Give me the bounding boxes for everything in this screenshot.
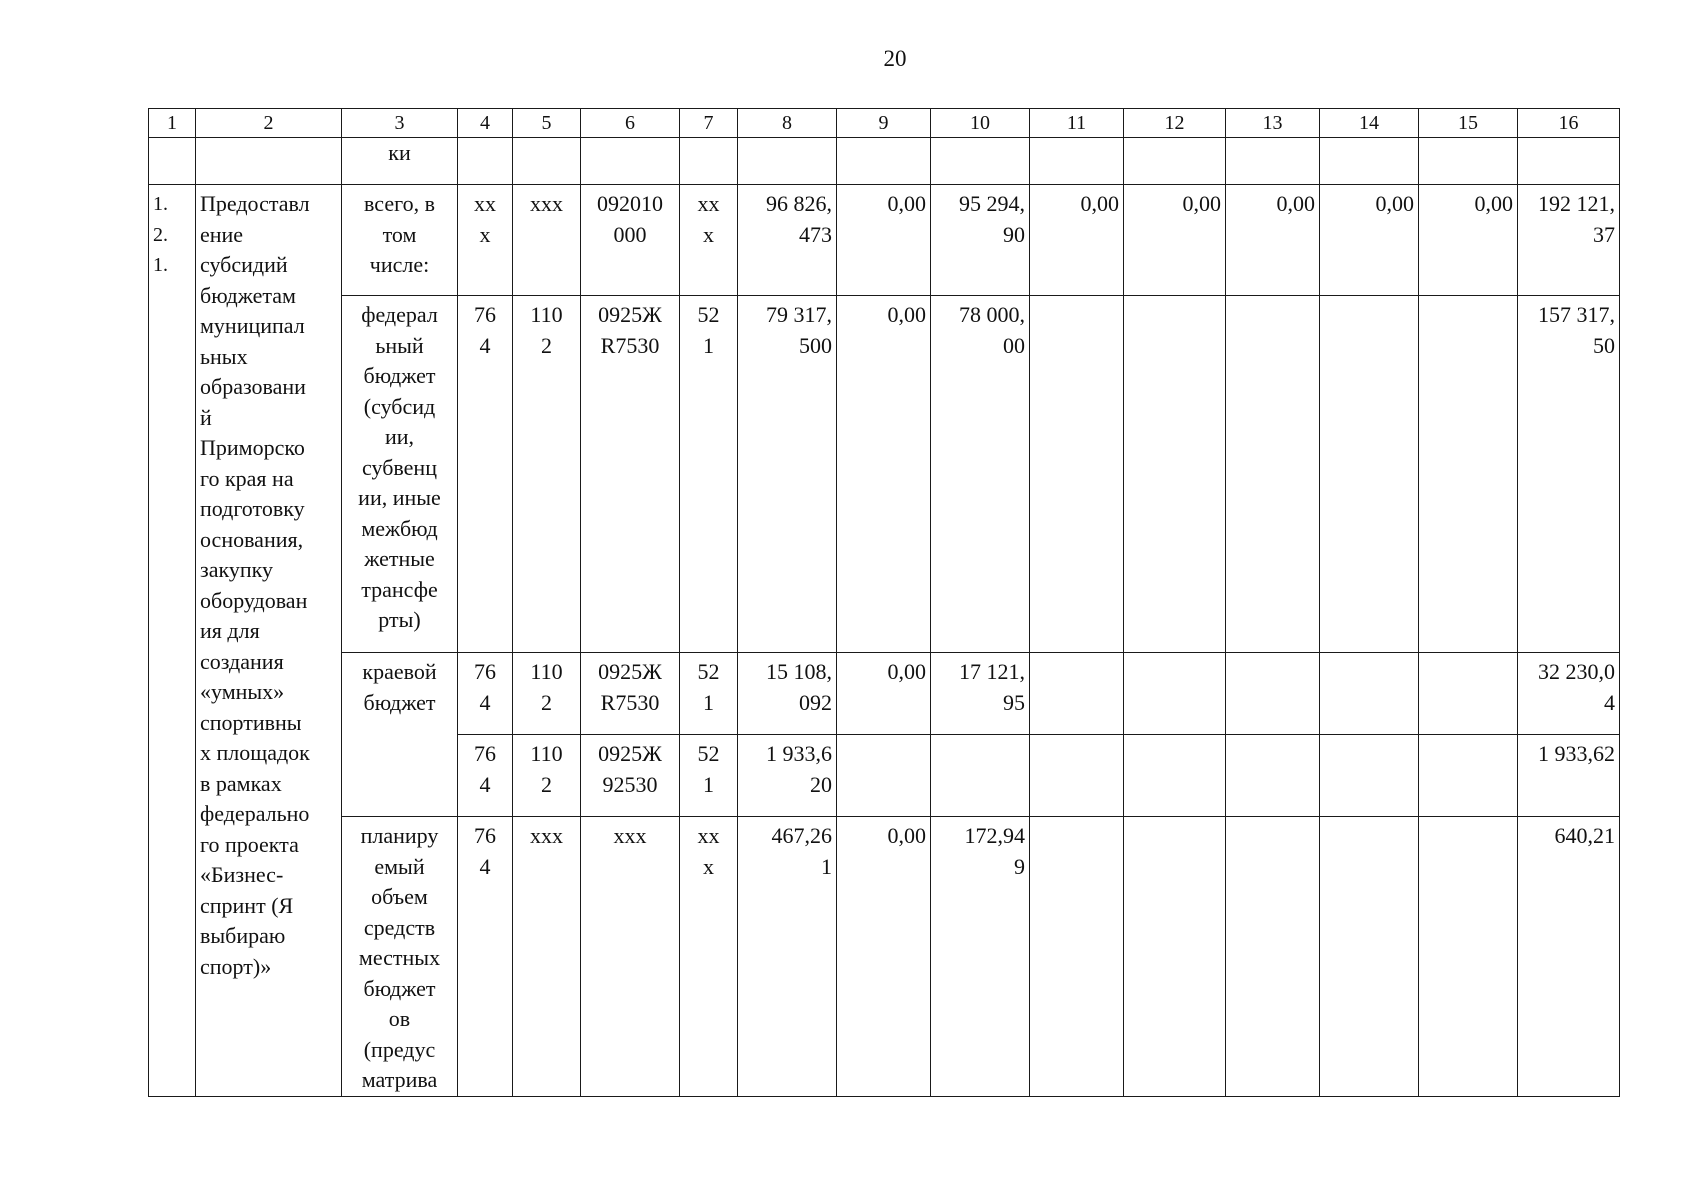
cell-c13 [1226,735,1320,817]
table-cell [513,138,581,185]
column-number: 16 [1518,109,1620,138]
cell-c13 [1226,817,1320,1097]
cell-c11 [1030,653,1124,735]
table-row-local [149,817,1620,1097]
column-number: 9 [837,109,931,138]
cell-c14 [1320,735,1419,817]
cell-c7: хх х [680,817,738,1097]
cell-c11 [1030,735,1124,817]
cell-c16: 32 230,0 4 [1518,653,1620,735]
item-number: 1. 2. 1. [149,185,196,1097]
column-number: 14 [1320,109,1419,138]
cell-c7: хх х [680,185,738,296]
cell-c10: 17 121, 95 [931,653,1030,735]
cell-c12 [1124,735,1226,817]
table-row-federal [149,296,1620,653]
table-cell [1320,138,1419,185]
cell-c4: хх х [458,185,513,296]
cell-c6: 0925Ж R7530 [581,653,680,735]
cell-c10: 78 000, 00 [931,296,1030,653]
column-number: 7 [680,109,738,138]
column-number-row [149,109,1620,138]
cell-c8: 96 826, 473 [738,185,837,296]
budget-table [148,108,1620,1097]
cell-c13: 0,00 [1226,185,1320,296]
column-number: 2 [196,109,342,138]
cell-c5: 110 2 [513,296,581,653]
cell-c5: 110 2 [513,735,581,817]
table-cell [837,138,931,185]
cell-c6: ххх [581,817,680,1097]
cell-c12 [1124,817,1226,1097]
cell-c11 [1030,296,1124,653]
table-cell [1226,138,1320,185]
table-cell [458,138,513,185]
cell-c9: 0,00 [837,185,931,296]
cell-c12 [1124,653,1226,735]
column-number: 1 [149,109,196,138]
cell-c9: 0,00 [837,653,931,735]
column-number: 11 [1030,109,1124,138]
cell-c10 [931,735,1030,817]
cell-c7: 52 1 [680,296,738,653]
table-row-regional [149,653,1620,735]
table-cell [1419,138,1518,185]
cell-c5: ххх [513,185,581,296]
cell-c7: 52 1 [680,735,738,817]
cell-c7: 52 1 [680,653,738,735]
cell-c14: 0,00 [1320,185,1419,296]
cell-c9: 0,00 [837,296,931,653]
table-cell [738,138,837,185]
continuation-row [149,138,1620,185]
column-number: 5 [513,109,581,138]
cell-c5: ххх [513,817,581,1097]
cell-c6: 0925Ж R7530 [581,296,680,653]
table-cell [1518,138,1620,185]
cell-c4: 76 4 [458,735,513,817]
cell-c11 [1030,817,1124,1097]
column-number: 8 [738,109,837,138]
cell-c12: 0,00 [1124,185,1226,296]
cell-c13 [1226,653,1320,735]
cell-c15 [1419,735,1518,817]
table-cell [1124,138,1226,185]
cell-c14 [1320,653,1419,735]
source-label: всего, в том числе: [342,185,458,296]
cell-c8: 467,26 1 [738,817,837,1097]
table-cell [196,138,342,185]
cell-c15 [1419,817,1518,1097]
cell-c8: 1 933,6 20 [738,735,837,817]
cell-c15 [1419,296,1518,653]
source-label: планиру емый объем средств местных бюджет ов (предус матрива [342,817,458,1097]
cell-c4: 76 4 [458,296,513,653]
source-label: федерал ьный бюджет (субсид ии, субвенц ии, иные межбюд жетные трансфе рты) [342,296,458,653]
cell-c6: 092010 000 [581,185,680,296]
cell-c4: 76 4 [458,653,513,735]
cell-c16: 640,21 [1518,817,1620,1097]
page-number: 20 [883,46,907,71]
cell-c9 [837,735,931,817]
cell-c5: 110 2 [513,653,581,735]
cell-c6: 0925Ж 92530 [581,735,680,817]
cell-c9: 0,00 [837,817,931,1097]
cell-c11: 0,00 [1030,185,1124,296]
column-number: 4 [458,109,513,138]
column-number: 6 [581,109,680,138]
cell-c13 [1226,296,1320,653]
table-cell [581,138,680,185]
table-cell [931,138,1030,185]
table-cell [680,138,738,185]
column-number: 12 [1124,109,1226,138]
table-row-total [149,185,1620,296]
cell-c8: 15 108, 092 [738,653,837,735]
cell-c12 [1124,296,1226,653]
cell-c16: 192 121, 37 [1518,185,1620,296]
continuation-text: ки [342,138,458,185]
cell-c8: 79 317, 500 [738,296,837,653]
source-label: краевой бюджет [342,653,458,817]
cell-c15 [1419,653,1518,735]
cell-c14 [1320,817,1419,1097]
table-cell [149,138,196,185]
column-number: 10 [931,109,1030,138]
cell-c10: 172,94 9 [931,817,1030,1097]
cell-c16: 157 317, 50 [1518,296,1620,653]
item-name: Предоставл ение субсидий бюджетам муниципал ьных образовани й Приморско го края на подготовку основания, закупку оборудован ия для создания «умных» спортивны х площадок в рамках федерально го проекта «Бизнес- спринт (Я выбираю спорт)» [196,185,342,1097]
column-number: 3 [342,109,458,138]
cell-c10: 95 294, 90 [931,185,1030,296]
cell-c15: 0,00 [1419,185,1518,296]
table-cell [1030,138,1124,185]
cell-c16: 1 933,62 [1518,735,1620,817]
cell-c14 [1320,296,1419,653]
column-number: 13 [1226,109,1320,138]
column-number: 15 [1419,109,1518,138]
cell-c4: 76 4 [458,817,513,1097]
